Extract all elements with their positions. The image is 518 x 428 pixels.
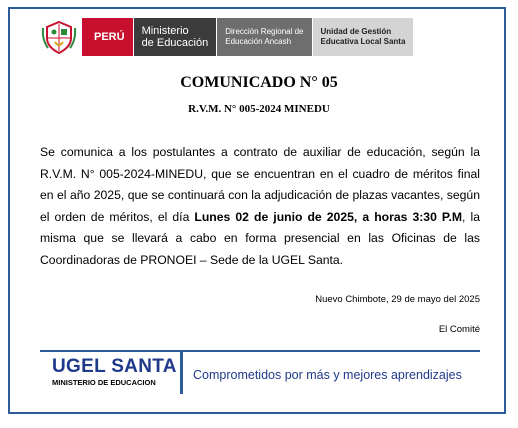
dre-line-2: Educación Ancash [225,37,292,46]
ministry-line-1: Ministerio [141,25,189,37]
ugel-logo [52,356,177,388]
notice-title: COMUNICADO N° 05 [180,74,338,91]
ministry-label [133,18,217,56]
peru-label: PERÚ [82,18,133,56]
slogan: Comprometidos por más y mejores aprendizajes [193,368,462,382]
coat-of-arms-icon [40,18,78,56]
body-date-time: Lunes 02 de junio de 2025, a horas 3:30 P.M [194,209,463,224]
ugel-header-line-1: Unidad de Gestión [320,27,392,36]
notice-body [40,142,480,271]
footer-divider [180,352,183,394]
signer: El Comité [438,324,480,335]
dre-line-1: Dirección Regional de [225,27,304,36]
footer-rule [40,350,480,352]
government-header [40,18,413,56]
ministry-line-2: de Educación [141,37,209,49]
place-date: Nuevo Chimbote, 29 de mayo del 2025 [315,294,480,305]
ugel-subtitle: MINISTERIO DE EDUCACION [52,378,156,387]
body-part-1: Se comunica a los postulantes a contrato de auxiliar de educación, según la R.V.M. N° 005-2024-MINEDU, que se encuentran en el cuadro de méritos final en el año 2025, que se continuará con la adjudicación de plazas vacantes, según el orden de méritos, el día [40,145,480,224]
ugel-header-label [312,18,414,56]
ugel-header-line-2: Educativa Local Santa [320,37,406,46]
body-part-2: , la misma que se llevará a cabo en forma presencial en las Oficinas de las Coordinadoras de PRONOEI – Sede de la UGEL Santa. [40,209,480,267]
ugel-name: UGEL SANTA [52,356,177,377]
notice-reference: R.V.M. N° 005-2024 MINEDU [188,103,330,115]
dre-label [216,18,311,56]
